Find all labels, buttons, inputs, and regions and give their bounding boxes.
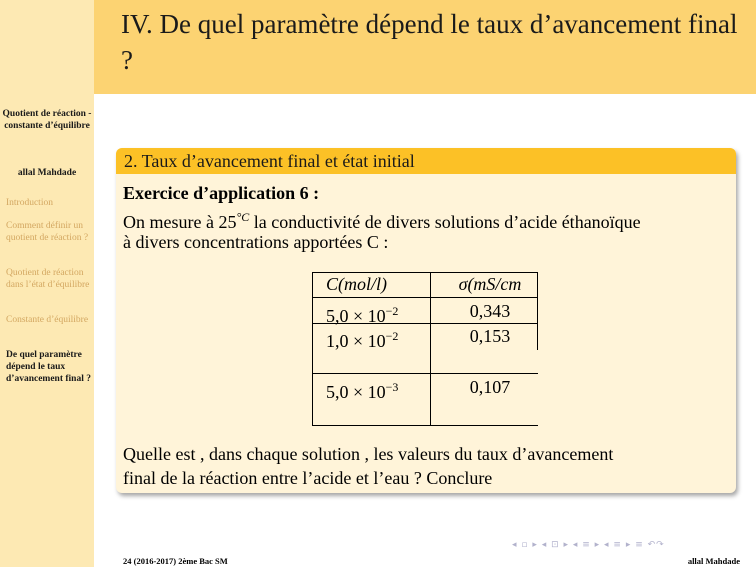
table-cell-concentration <box>326 325 398 352</box>
table-header-border <box>312 297 538 298</box>
sidebar-item-taux-avancement[interactable]: De quel paramètre dépend le taux d’avancement final ? <box>6 350 91 384</box>
concentration-mantissa: 5,0 × 10 <box>326 306 386 326</box>
table-header-conductivity: σ(mS/cm <box>458 274 522 294</box>
beamer-navigation-bar[interactable]: ◂ ▫ ▸ ◂ ⊡ ▸ ◂ ≡ ▸ ◂ ≡ ▸ ≡ ↶↷ <box>512 540 665 550</box>
sidebar-item-definir-quotient[interactable]: Comment définir un quotient de réaction ? <box>6 221 89 243</box>
exercise-intro-line2: à divers concentrations apportées C : <box>123 232 389 252</box>
table-cell-conductivity: 0,343 <box>469 301 511 321</box>
sidebar-course-title: Quotient de réaction - constante d’équilibre <box>2 109 92 131</box>
data-table <box>312 272 538 426</box>
question-line1: Quelle est , dans chaque solution , les valeurs du taux d’avancement <box>123 444 614 464</box>
intro-degree: °C <box>236 210 250 224</box>
table-bottom-border <box>312 425 538 426</box>
sidebar-author: allal Mahdade <box>17 168 77 178</box>
slide-title: IV. De quel paramètre dépend le taux d’avancement final ? <box>121 9 738 75</box>
intro-prefix: On mesure à 25 <box>123 212 237 232</box>
block-title: 2. Taux d’avancement final et état initial <box>124 151 415 171</box>
sidebar-item-constante-equilibre[interactable]: Constante d’équilibre <box>6 315 89 325</box>
table-header-concentration: C(mol/l) <box>326 274 387 294</box>
intro-suffix: la conductivité de divers solutions d’acide éthanoïque <box>249 212 641 232</box>
sidebar-item-quotient-equilibre[interactable]: Quotient de réaction dans l’état d’équilibre <box>6 268 90 290</box>
table-cell-concentration <box>326 300 398 327</box>
table-row-border <box>312 373 538 374</box>
table-left-border <box>312 272 313 426</box>
exercise-intro-line1 <box>123 206 641 233</box>
concentration-mantissa: 1,0 × 10 <box>326 331 386 351</box>
footer-author: allal Mahdade <box>687 556 740 566</box>
table-cell-conductivity: 0,153 <box>469 326 511 346</box>
table-cell-conductivity: 0,107 <box>469 377 511 397</box>
concentration-exponent: −2 <box>385 304 399 318</box>
exercise-title: Exercice d’application 6 : <box>123 183 320 203</box>
sidebar-item-introduction[interactable]: Introduction <box>6 198 53 208</box>
footer-slide-info: 24 (2016-2017) 2ème Bac SM <box>123 556 228 566</box>
question-line2: final de la réaction entre l’acide et l’eau ? Conclure <box>123 468 493 488</box>
concentration-mantissa: 5,0 × 10 <box>326 382 386 402</box>
block-header <box>116 148 736 174</box>
table-cell-concentration <box>326 376 398 403</box>
concentration-exponent: −2 <box>385 329 399 343</box>
concentration-exponent: −3 <box>385 380 399 394</box>
table-middle-border <box>430 272 431 426</box>
